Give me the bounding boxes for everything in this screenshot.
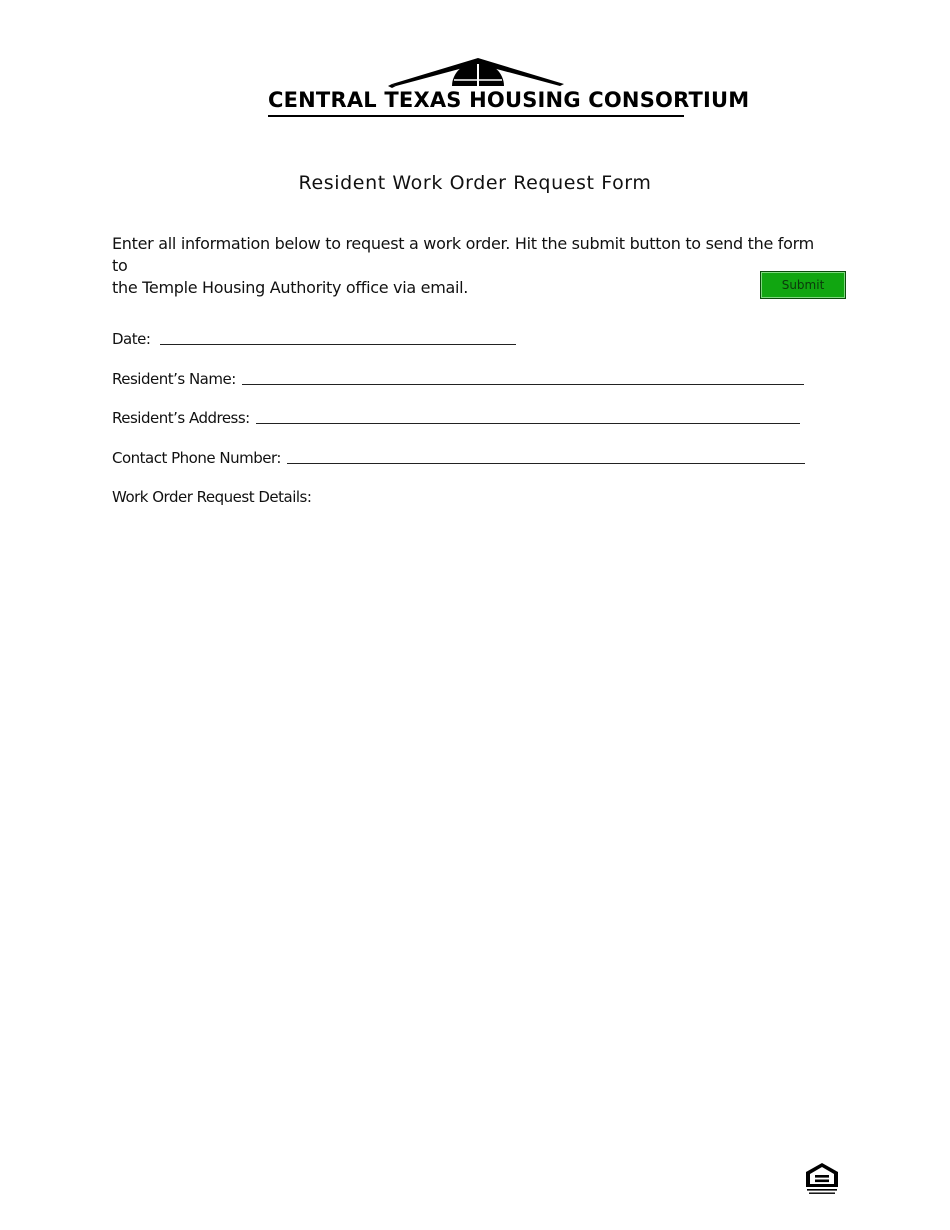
date-field [112,330,516,348]
equal-housing-opportunity-icon [804,1162,840,1196]
instructions-line-1: Enter all information below to request a work order. Hit the submit button to send the form to [112,234,814,275]
logo-underline [268,115,684,117]
org-logo [268,56,750,120]
details-label: Work Order Request Details: [112,488,312,506]
resident-address-field [112,409,800,427]
contact-phone-input-line[interactable] [287,449,805,464]
house-roof-icon [388,56,568,90]
resident-name-input-line[interactable] [242,370,804,385]
form-title: Resident Work Order Request Form [298,172,652,194]
details-field [112,488,311,506]
date-label: Date: [112,330,151,348]
submit-button[interactable]: Submit [760,271,846,299]
instructions-line-2: the Temple Housing Authority office via email. [112,278,469,297]
date-input-line[interactable] [160,330,516,345]
resident-address-input-line[interactable] [256,409,800,424]
org-name: CENTRAL TEXAS HOUSING CONSORTIUM [268,88,750,112]
contact-phone-field [112,449,805,467]
resident-address-label: Resident’s Address: [112,409,250,427]
resident-name-field [112,370,804,388]
contact-phone-label: Contact Phone Number: [112,449,281,467]
instructions [112,233,832,299]
resident-name-label: Resident’s Name: [112,370,236,388]
